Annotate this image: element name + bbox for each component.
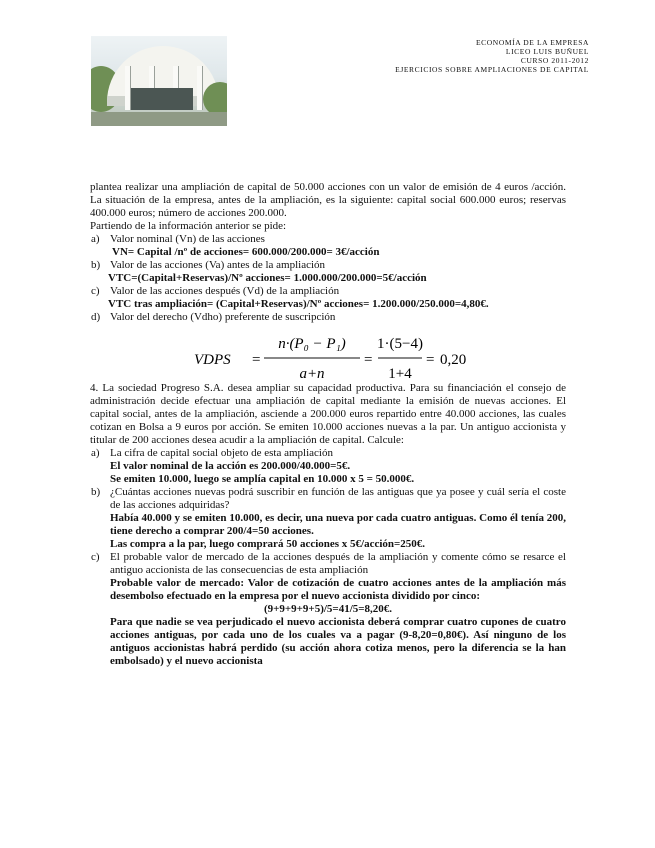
exercise3-question-c: c) Valor de las acciones después (Vd) de la ampliación: [91, 285, 340, 297]
exercise4-answer-b2: Las compra a la par, luego comprará 50 acciones x 5€/acción=250€.: [110, 538, 426, 550]
exercise3-answer-a: VN= Capital /nº de acciones= 600.000/200.000= 3€/acción: [112, 246, 380, 258]
exercise4-intro: 4. La sociedad Progreso S.A. desea ampliar su capacidad productiva. Para su financiación el consejo de administración decide efectuar una ampliación de capital mediante la emisión de nuevas acciones. El capital social, antes de la ampliación, asciende a 200.000 euros repartido entre 40.000 acciones, las cuales cotizan en Bolsa a 9 euros por acción. Se emiten 10.000 acciones nuevas a la par. Un antiguo accionista y titular de 200 acciones desea acudir a la ampliación de capital. Calcule:: [90, 382, 566, 446]
exercise3-question-b: b) Valor de las acciones (Va) antes de la ampliación: [91, 259, 326, 271]
exercise3-question-d: d) Valor del derecho (Vdho) preferente de suscripción: [91, 311, 336, 323]
exercise4-answer-b1: Había 40.000 y se emiten 10.000, es decir, una nueva por cada cuatro antiguas. Como él tenía 200, tiene derecho a comprar 200/4=50 acciones.: [110, 512, 566, 537]
formula-denominator-2: 1+4: [388, 366, 412, 382]
formula-lhs: VDPS: [194, 352, 231, 368]
exercise4-answer-c1: Probable valor de mercado: Valor de cotización de cuatro acciones antes de la ampliación más desembolso efectuado en la empresa por el nuevo accionista dividido por cinco:: [110, 577, 566, 602]
vdps-formula: [90, 324, 566, 382]
exercise4-question-c: c) El probable valor de mercado de la acciones después de la ampliación y comente cómo se resarce el antiguo accionista de las consecuencias de esta ampliación: [91, 551, 566, 576]
exercise3-answer-c: VTC tras ampliación= (Capital+Reservas)/Nº acciones= 1.200.000/250.000=4,80€.: [108, 298, 489, 310]
exercise4-answer-a1: El valor nominal de la acción es 200.000/40.000=5€.: [110, 460, 351, 472]
header-subject: ECONOMÍA DE LA EMPRESA: [476, 38, 589, 47]
exercise3-prompt: Partiendo de la información anterior se pide:: [90, 220, 287, 232]
header-school: LICEO LUIS BUÑUEL: [505, 47, 589, 56]
formula-result: 0,20: [440, 352, 467, 368]
svg-text:=: =: [252, 352, 261, 368]
exercise4-answer-a2: Se emiten 10.000, luego se amplía capital en 10.000 x 5 = 50.000€.: [110, 473, 415, 485]
header-year: CURSO 2011-2012: [520, 56, 589, 65]
formula-numerator-2: 1·(5−4): [377, 336, 423, 352]
exercise3-answer-b: VTC=(Capital+Reservas)/Nº acciones= 1.000.000/200.000=5€/acción: [108, 272, 427, 284]
school-building-photo: [91, 36, 227, 126]
exercise3-question-a: a) Valor nominal (Vn) de las acciones: [91, 233, 265, 245]
exercise4-question-a: a) La cifra de capital social objeto de esta ampliación: [91, 447, 333, 459]
formula-numerator-1: n·(P₀ − P₁): [278, 336, 346, 352]
exercise4-answer-c3: Para que nadie se vea perjudicado el nuevo accionista deberá comprar cuatro cupones de cuatro acciones antiguas, por cada uno de los cuales va a pagar (9-8,20=0,80€). Así ninguno de los antiguos accionistas habrá perdido (su acción ahora cotiza menos, pero la diferencia se la han embolsado) y el nuevo accionista: [110, 616, 566, 667]
svg-text:=: =: [426, 352, 435, 368]
document-body: [90, 181, 566, 668]
header-topic: EJERCICIOS SOBRE AMPLIACIONES DE CAPITAL: [395, 65, 589, 74]
exercise3-intro: plantea realizar una ampliación de capital de 50.000 acciones con un valor de emisión de 4 euros /acción. La situación de la empresa, antes de la ampliación, es la siguiente: capital social 600.000 euros; reservas 400.000 euros; número de acciones 200.000.: [90, 181, 566, 219]
exercise4-question-b: b) ¿Cuántas acciones nuevas podrá suscribir en función de las antiguas que ya posee y cuál sería el coste de las acciones adquiridas?: [91, 486, 566, 511]
formula-denominator-1: a+n: [299, 366, 325, 382]
exercise4-answer-c2: (9+9+9+9+5)/5=41/5=8,20€.: [263, 603, 393, 615]
svg-text:=: =: [364, 352, 373, 368]
document-header: [395, 38, 589, 74]
